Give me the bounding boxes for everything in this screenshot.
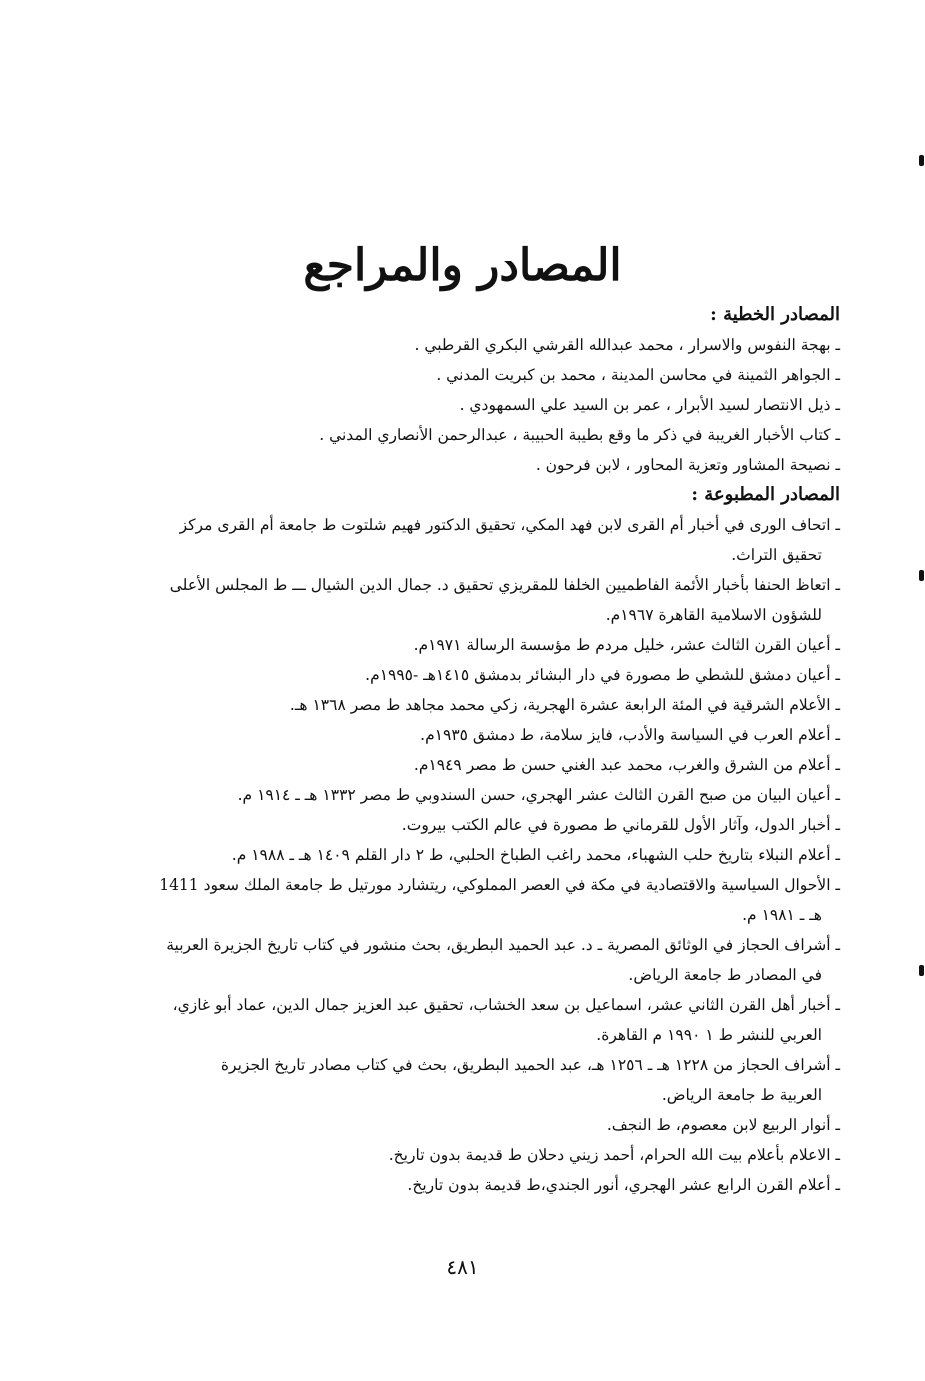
reference-line: ـ اتحاف الورى في أخبار أم القرى لابن فهد المكي، تحقيق الدكتور فهيم شلتوت ط جامعة أم القرى مركز <box>179 516 840 534</box>
reference-line: ـ الأحوال السياسية والاقتصادية في مكة في العصر المملوكي، ريتشارد مورتيل ط جامعة الملك سعود 1411 <box>159 876 840 894</box>
reference-line: ـ أشراف الحجاز من ١٢٢٨ هـ ـ ١٢٥٦ هـ، عبد الحميد البطريق، بحث في كتاب مصادر تاريخ الجزيرة <box>220 1056 840 1074</box>
section-heading: المصادر المطبوعة : <box>691 484 840 505</box>
reference-line: ـ أعيان دمشق للشطي ط مصورة في دار البشائر بدمشق ١٤١٥هـ -١٩٩٥م. <box>365 666 840 684</box>
reference-line: ـ اتعاظ الحنفا بأخبار الأئمة الفاطميين الخلفا للمقريزي تحقيق د. جمال الدين الشيال ـــ ط المجلس الأعلى <box>169 576 840 594</box>
reference-entry <box>140 720 840 750</box>
reference-entry <box>140 930 840 990</box>
reference-entry <box>140 1110 840 1140</box>
reference-entry <box>140 780 840 810</box>
reference-continuation: العربية ط جامعة الرياض. <box>661 1086 822 1104</box>
reference-entry <box>140 630 840 660</box>
reference-continuation: للشؤون الاسلامية القاهرة ١٩٦٧م. <box>605 606 822 624</box>
reference-entry <box>140 420 840 450</box>
reference-entry <box>140 1140 840 1170</box>
reference-line: ـ بهجة النفوس والاسرار ، محمد عبدالله القرشي البكري القرطبي . <box>414 336 840 354</box>
reference-entry <box>140 510 840 570</box>
reference-line: ـ أعيان البيان من صبح القرن الثالث عشر الهجري، حسن السندوبي ط مصر ١٣٣٢ هـ ـ ١٩١٤ م. <box>237 786 840 804</box>
reference-line: ـ أعلام القرن الرابع عشر الهجري، أنور الجندي،ط قديمة بدون تاريخ. <box>407 1176 840 1194</box>
reference-entry <box>140 330 840 360</box>
reference-line: ـ نصيحة المشاور وتعزية المحاور ، لابن فرحون . <box>535 456 840 474</box>
reference-continuation: تحقيق التراث. <box>731 546 822 564</box>
reference-line: ـ أعيان القرن الثالث عشر، خليل مردم ط مؤسسة الرسالة ١٩٧١م. <box>413 636 840 654</box>
reference-line: ـ الاعلام بأعلام بيت الله الحرام، أحمد زيني دحلان ط قديمة بدون تاريخ. <box>388 1146 840 1164</box>
reference-continuation: في المصادر ط جامعة الرياض. <box>628 966 822 984</box>
reference-line: ـ أعلام العرب في السياسة والأدب، فايز سلامة، ط دمشق ١٩٣٥م. <box>420 726 840 744</box>
reference-entry <box>140 1050 840 1110</box>
reference-entry <box>140 450 840 480</box>
reference-entry <box>140 660 840 690</box>
reference-continuation: هـ ـ ١٩٨١ م. <box>742 906 822 924</box>
reference-line: ـ ذيل الانتصار لسيد الأبرار ، عمر بن السيد علي السمهودي . <box>459 396 840 414</box>
sections-container <box>140 300 840 1200</box>
page-number: ٤٨١ <box>446 1255 479 1279</box>
reference-line: ـ أخبار أهل القرن الثاني عشر، اسماعيل بن سعد الخشاب، تحقيق عبد العزيز جمال الدين، عماد أبو غازي، <box>172 996 840 1014</box>
section-heading: المصادر الخطية : <box>710 304 840 325</box>
page-title: المصادر والمراجع <box>303 240 622 291</box>
reference-line: ـ أنوار الربيع لابن معصوم، ط النجف. <box>606 1116 840 1134</box>
reference-entry <box>140 570 840 630</box>
margin-mark-middle <box>919 570 924 581</box>
reference-entry <box>140 690 840 720</box>
reference-line: ـ الجواهر الثمينة في محاسن المدينة ، محمد بن كبريت المدني . <box>436 366 840 384</box>
reference-entry <box>140 990 840 1050</box>
references-content <box>140 300 840 1200</box>
reference-entry <box>140 870 840 930</box>
reference-line: ـ كتاب الأخبار الغريبة في ذكر ما وقع بطيبة الحبيبة ، عبدالرحمن الأنصاري المدني . <box>319 426 840 444</box>
reference-entry <box>140 360 840 390</box>
reference-line: ـ أعلام النبلاء بتاريخ حلب الشهباء، محمد راغب الطباخ الحلبي، ط ٢ دار القلم ١٤٠٩ هـ ـ ١٩٨٨ م. <box>231 846 840 864</box>
reference-entry <box>140 810 840 840</box>
reference-line: ـ الأعلام الشرقية في المئة الرابعة عشرة الهجرية، زكي محمد مجاهد ط مصر ١٣٦٨ هـ. <box>289 696 840 714</box>
reference-entry <box>140 750 840 780</box>
reference-line: ـ أشراف الحجاز في الوثائق المصرية ـ د. عبد الحميد البطريق، بحث منشور في كتاب تاريخ الجزيرة العربية <box>166 936 840 954</box>
reference-entry <box>140 390 840 420</box>
margin-mark-top <box>919 155 924 166</box>
reference-line: ـ أخبار الدول، وآثار الأول للقرماني ط مصورة في عالم الكتب بيروت. <box>401 816 840 834</box>
reference-entry <box>140 840 840 870</box>
reference-line: ـ أعلام من الشرق والغرب، محمد عبد الغني حسن ط مصر ١٩٤٩م. <box>413 756 840 774</box>
reference-entry <box>140 1170 840 1200</box>
margin-mark-bottom <box>919 965 924 976</box>
reference-continuation: العربي للنشر ط ١ ١٩٩٠ م القاهرة. <box>596 1026 822 1044</box>
